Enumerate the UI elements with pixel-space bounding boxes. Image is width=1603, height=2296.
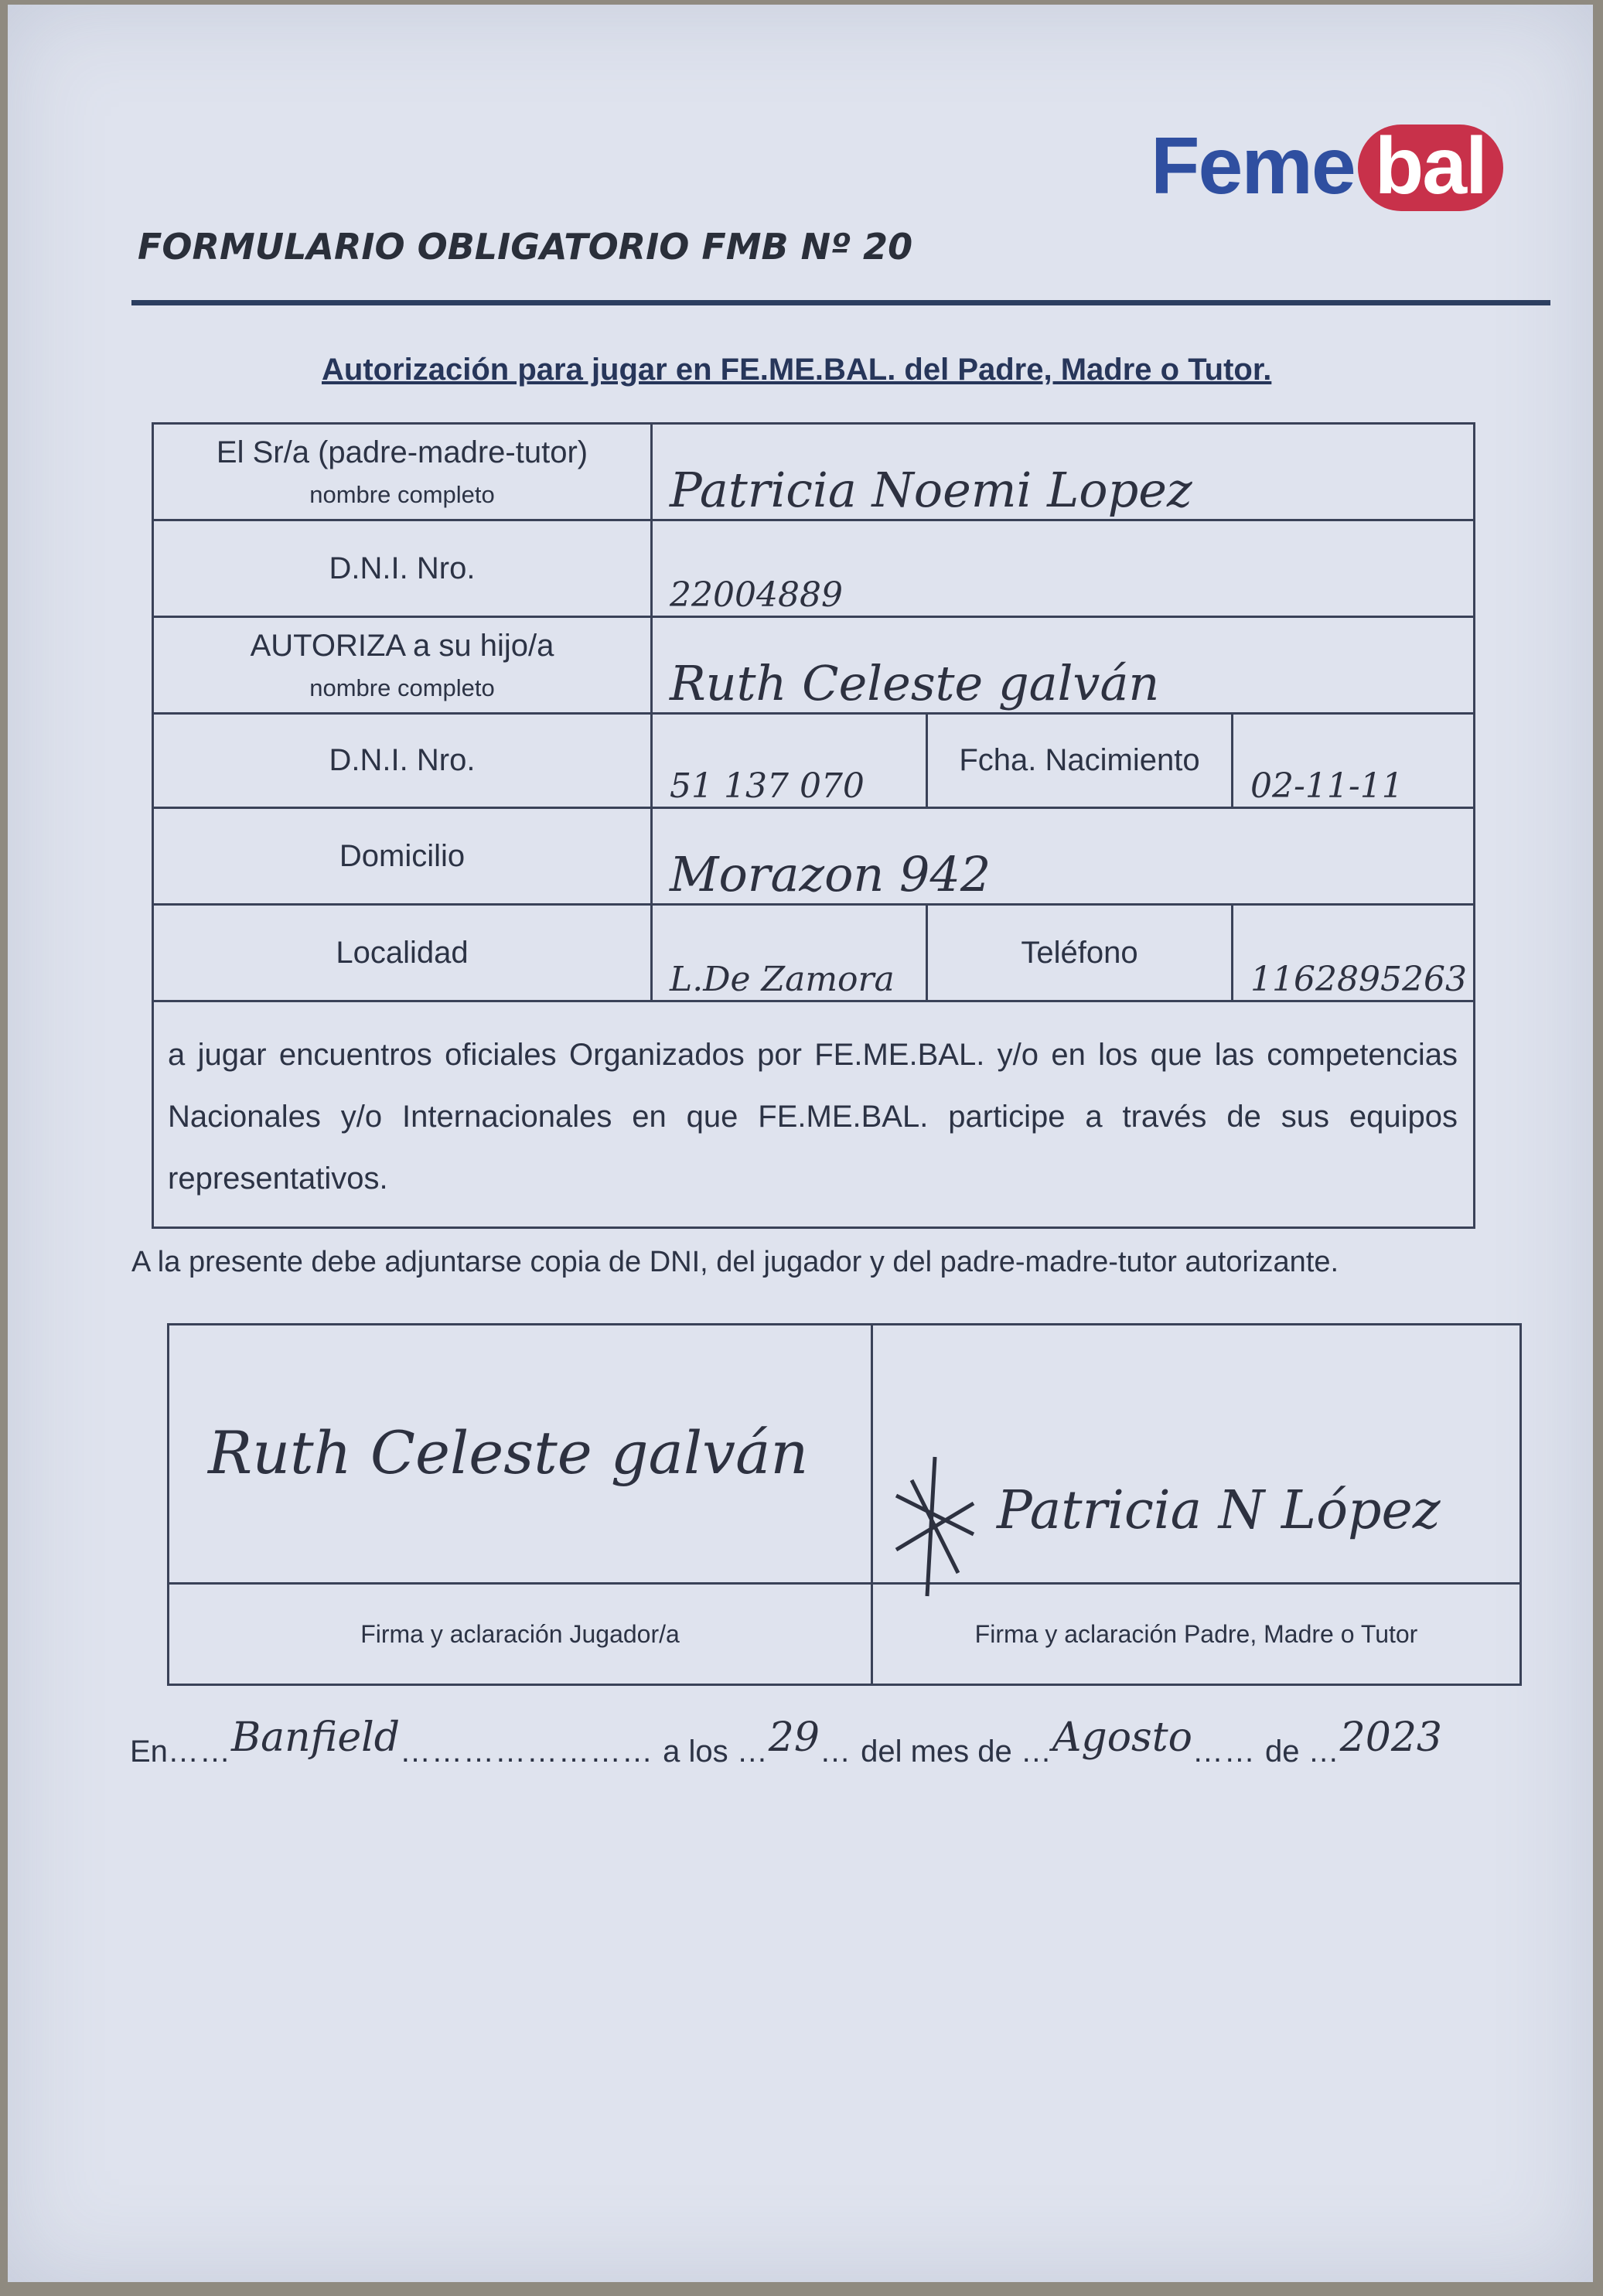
month-field[interactable]: Agosto	[1052, 1714, 1192, 1761]
signature-table	[167, 1323, 1522, 1686]
child-dni-field[interactable]: 51 137 070	[652, 714, 927, 808]
parent-signature-box[interactable]	[872, 1325, 1521, 1584]
child-dni-label: D.N.I. Nro.	[153, 714, 652, 808]
place-field[interactable]: Banfield	[230, 1714, 401, 1761]
address-label: Domicilio	[153, 808, 652, 905]
birth-date-label: Fcha. Nacimiento	[927, 714, 1233, 808]
player-signature: Ruth Celeste galván	[208, 1418, 809, 1487]
parent-name-label: El Sr/a (padre-madre-tutor) nombre completo	[153, 424, 652, 520]
locality-label: Localidad	[153, 905, 652, 1001]
signature-scribble-icon	[881, 1449, 989, 1604]
phone-field[interactable]: 1162895263	[1233, 905, 1475, 1001]
parent-dni-field[interactable]: 22004889	[652, 520, 1475, 617]
parent-signature-caption: Firma y aclaración Padre, Madre o Tutor	[872, 1584, 1521, 1685]
child-name-label: AUTORIZA a su hijo/a nombre completo	[153, 617, 652, 714]
phone-label: Teléfono	[927, 905, 1233, 1001]
form-subtitle: Autorización para jugar en FE.ME.BAL. del Padre, Madre o Tutor.	[322, 353, 1272, 387]
parent-signature: Patricia N López	[997, 1480, 1441, 1541]
day-field[interactable]: 29	[768, 1714, 820, 1761]
authorization-table	[152, 422, 1475, 1229]
document-sheet	[8, 5, 1593, 2282]
form-title: FORMULARIO OBLIGATORIO FMB Nº 20	[138, 226, 913, 268]
parent-name-field[interactable]: Patricia Noemi Lopez	[652, 424, 1475, 520]
child-name-field[interactable]: Ruth Celeste galván	[652, 617, 1475, 714]
authorization-text: a jugar encuentros oficiales Organizados por FE.ME.BAL. y/o en los que las competencias Nacionales y/o Internacionales en que FE.ME.BAL. participe a través de sus equipos representativos.	[153, 1001, 1475, 1228]
title-divider	[131, 300, 1550, 305]
player-signature-box[interactable]	[169, 1325, 872, 1584]
birth-date-field[interactable]: 02-11-11	[1233, 714, 1475, 808]
attachment-note: A la presente debe adjuntarse copia de DNI, del jugador y del padre-madre-tutor autorizante.	[131, 1246, 1339, 1278]
player-signature-caption: Firma y aclaración Jugador/a	[169, 1584, 872, 1685]
locality-field[interactable]: L.De Zamora	[652, 905, 927, 1001]
date-line: En……Banfield…………………… a los …29… del mes de …Agosto…… de …2023	[130, 1714, 1443, 1769]
parent-dni-label: D.N.I. Nro.	[153, 520, 652, 617]
address-field[interactable]: Morazon 942	[652, 808, 1475, 905]
femebal-logo: Feme bal	[1151, 121, 1553, 213]
year-field[interactable]: 2023	[1339, 1714, 1443, 1761]
